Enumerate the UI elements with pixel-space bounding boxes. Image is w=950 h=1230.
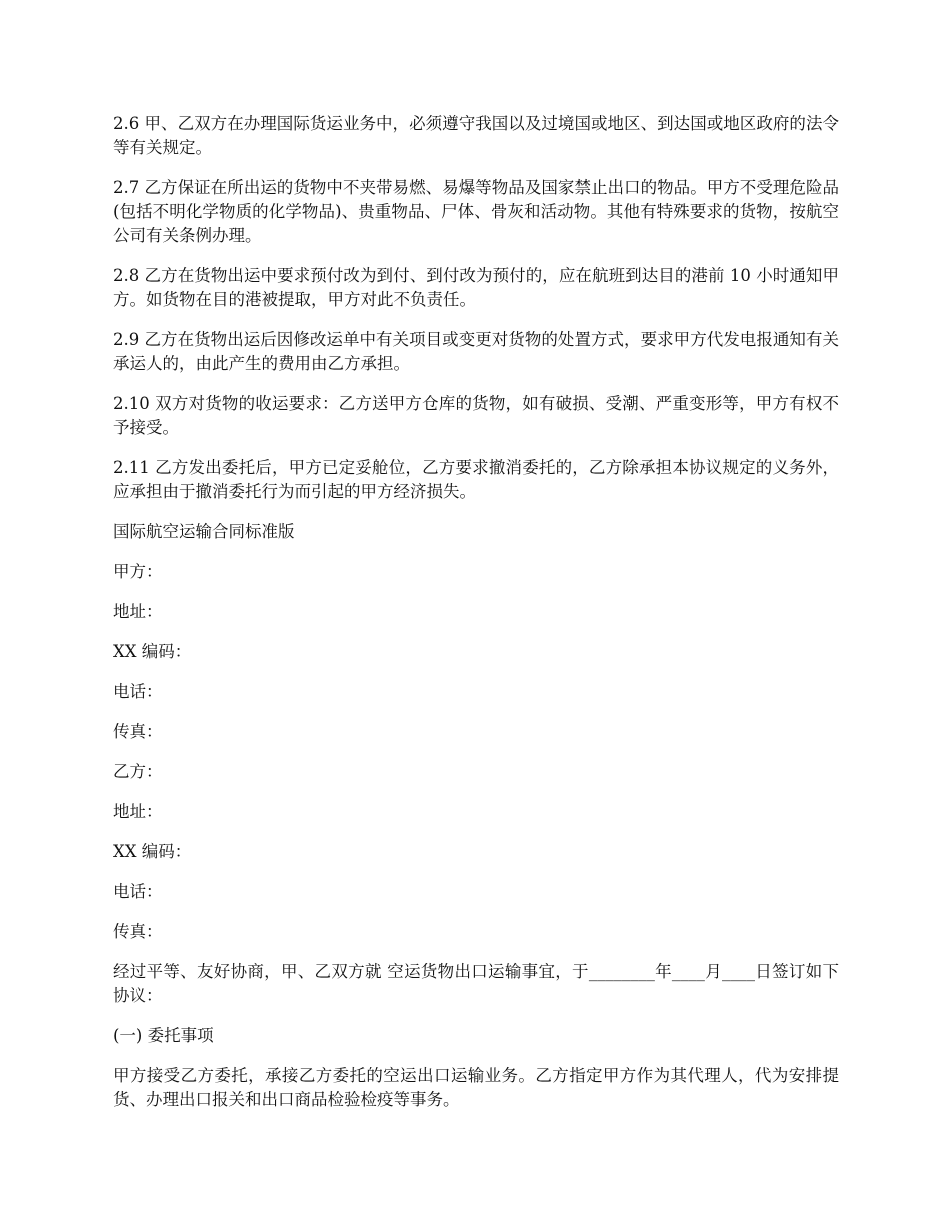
section-1-body: 甲方接受乙方委托，承接乙方委托的空运出口运输业务。乙方指定甲方作为其代理人，代为安排提货、办理出口报关和出口商品检验检疫等事务。 <box>113 1066 839 1109</box>
clause-2-9: 2.9 乙方在货物出运后因修改运单中有关项目或变更对货物的处置方式，要求甲方代发电报通知有关承运人的，由此产生的费用由乙方承担。 <box>113 330 839 373</box>
clause-2-11: 2.11 乙方发出委托后，甲方已定妥舱位，乙方要求撤消委托的，乙方除承担本协议规定的义务外，应承担由于撤消委托行为而引起的甲方经济损失。 <box>113 458 839 501</box>
party-a-phone-label: 电话： <box>113 682 163 701</box>
party-b-fax-label: 传真： <box>113 922 163 941</box>
document-page <box>113 112 839 1128</box>
party-b-address-label: 地址： <box>113 802 163 821</box>
party-b-phone-label: 电话： <box>113 882 163 901</box>
clause-2-10: 2.10 双方对货物的收运要求：乙方送甲方仓库的货物，如有破损、受潮、严重变形等，甲方有权不予接受。 <box>113 394 839 437</box>
clause-2-7: 2.7 乙方保证在所出运的货物中不夹带易燃、易爆等物品及国家禁止出口的物品。甲方不受理危险品(包括不明化学物质的化学物品)、贵重物品、尸体、骨灰和活动物。其他有特殊要求的货物，按航空公司有关条例办理。 <box>113 178 839 245</box>
party-b-code-label: XX 编码： <box>113 842 192 861</box>
clause-2-6: 2.6 甲、乙双方在办理国际货运业务中，必须遵守我国以及过境国或地区、到达国或地区政府的法令等有关规定。 <box>113 114 839 157</box>
contract-title: 国际航空运输合同标准版 <box>113 522 295 541</box>
agreement-intro: 经过平等、友好协商，甲、乙双方就 空运货物出口运输事宜，于________年____月____日签订如下协议： <box>113 962 839 1005</box>
party-a-code-label: XX 编码： <box>113 642 192 661</box>
party-b-name-label: 乙方： <box>113 762 163 781</box>
party-a-fax-label: 传真： <box>113 722 163 741</box>
party-a-name-label: 甲方： <box>113 562 163 581</box>
clause-2-8: 2.8 乙方在货物出运中要求预付改为到付、到付改为预付的，应在航班到达目的港前 10 小时通知甲方。如货物在目的港被提取，甲方对此不负责任。 <box>113 266 839 309</box>
section-1-heading: (一) 委托事项 <box>113 1026 214 1045</box>
party-a-address-label: 地址： <box>113 602 163 621</box>
